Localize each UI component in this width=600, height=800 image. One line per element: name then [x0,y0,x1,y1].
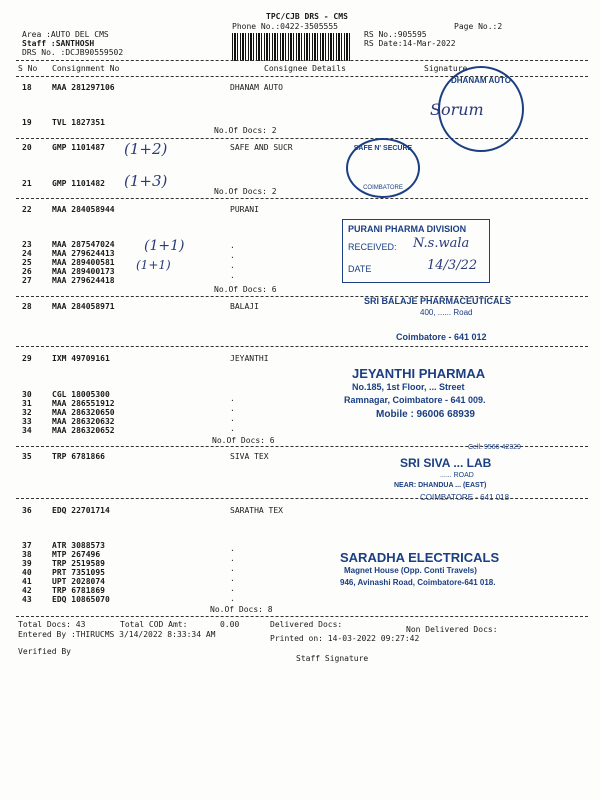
stamp-text: 400, ...... Road [420,308,473,317]
row-consignment: IXM 49709161 [52,354,110,363]
row-sno: 36 [22,506,32,515]
row-consignment: MAA 279624413 [52,249,115,258]
staff-signature: Staff Signature [296,654,369,663]
col-sno: S No [18,64,38,73]
document-title: TPC/CJB DRS - CMS [266,12,348,21]
stamp-text: SAFE N' SECURE [353,145,413,152]
purani-received-stamp [342,219,490,283]
stamp-text: ...... ROAD [440,472,474,479]
row-consignee: SARATHA TEX [230,506,283,515]
row-sno: 25 [22,258,32,267]
row-consignment: MAA 287547024 [52,240,115,249]
row-consignee: SAFE AND SUCR [230,143,293,152]
row-consignment: TRP 6781869 [52,586,105,595]
divider [16,60,588,61]
doc-count: No.Of Docs: 8 [210,605,273,614]
row-sno: 35 [22,452,32,461]
row-sno: 21 [22,179,32,188]
row-consignment: MAA 284058944 [52,205,115,214]
row-consignment: EDQ 22701714 [52,506,110,515]
row-sno: 28 [22,302,32,311]
doc-count: No.Of Docs: 2 [214,126,277,135]
row-sno: 18 [22,83,32,92]
stamp-text: DATE [348,264,372,274]
row-sno: 26 [22,267,32,276]
row-sno: 42 [22,586,32,595]
row-consignment: GMP 1101487 [52,143,105,152]
col-consignee: Consignee Details [264,64,346,73]
row-consignee: DHANAM AUTO [230,83,283,92]
bullet: . [230,574,235,583]
stamp-text: SRI SIVA ... LAB [400,456,492,470]
handwritten-note: (1+3) [124,172,168,190]
stamp-text: Ramnagar, Coimbatore - 641 009. [344,395,486,405]
row-consignment: MAA 286551912 [52,399,115,408]
rs-date: RS Date:14-Mar-2022 [364,39,456,48]
row-consignment: GMP 1101482 [52,179,105,188]
printed-on: Printed on: 14-03-2022 09:27:42 [270,634,420,643]
row-sno: 30 [22,390,32,399]
total-cod-label: Total COD Amt: [120,620,188,629]
row-sno: 37 [22,541,32,550]
received-date: 14/3/22 [427,258,478,273]
row-consignment: MAA 289400581 [52,258,115,267]
divider [16,198,588,199]
row-consignment: TVL 1827351 [52,118,105,127]
stamp-text: No.185, 1st Floor, ... Street [352,382,465,392]
bullet: . [230,414,235,423]
row-consignment: UPT 2028074 [52,577,105,586]
row-consignment: EDQ 10865070 [52,595,110,604]
row-consignment: MAA 286320650 [52,408,115,417]
stamp-text: Mobile : 96006 68939 [376,409,475,420]
row-consignment: MAA 281297106 [52,83,115,92]
row-consignment: MAA 286320632 [52,417,115,426]
divider [16,346,588,347]
bullet: . [230,564,235,573]
stamp-text: SARADHA ELECTRICALS [340,550,500,565]
stamp-text: Magnet House (Opp. Conti Travels) [344,566,477,575]
row-consignment: MAA 286320652 [52,426,115,435]
staff-label: Staff :SANTHOSH [22,39,95,48]
handwritten-note: (1+2) [124,140,168,158]
row-sno: 24 [22,249,32,258]
row-sno: 29 [22,354,32,363]
row-consignment: ATR 3088573 [52,541,105,550]
bullet: . [230,251,235,260]
row-sno: 32 [22,408,32,417]
row-sno: 33 [22,417,32,426]
row-sno: 38 [22,550,32,559]
stamp-text: 946, Avinashi Road, Coimbatore-641 018. [340,578,496,587]
row-consignment: TRP 6781866 [52,452,105,461]
row-sno: 22 [22,205,32,214]
col-consignment: Consignment No [52,64,120,73]
row-consignment: TRP 2519589 [52,559,105,568]
stamp-text: DHANAM AUTO [451,76,511,85]
row-sno: 23 [22,240,32,249]
row-consignment: CGL 18005300 [52,390,110,399]
bullet: . [230,271,235,280]
row-sno: 31 [22,399,32,408]
phone-number: Phone No.:0422-3505555 [232,22,338,31]
stamp-text: RECEIVED: [348,242,397,252]
bullet: . [230,404,235,413]
bullet: . [230,241,235,250]
row-consignment: MAA 284058971 [52,302,115,311]
verified-by: Verified By [18,647,71,656]
bullet: . [230,261,235,270]
signature: Sorum [430,100,484,119]
row-consignee: SIVA TEX [230,452,269,461]
row-consignment: MTP 267496 [52,550,101,559]
bullet: . [230,424,235,433]
row-sno: 19 [22,118,32,127]
row-consignee: PURANI [230,205,259,214]
rs-number: RS No.:905595 [364,30,427,39]
row-sno: 27 [22,276,32,285]
doc-count: No.Of Docs: 6 [214,285,277,294]
stamp-text: JEYANTHI PHARMAA [352,366,486,381]
row-sno: 20 [22,143,32,152]
stamp-text: NEAR: DHANDUA ... (EAST) [394,482,487,489]
entered-by: Entered By :THIRUCMS 3/14/2022 8:33:34 AM [18,630,216,639]
received-signature: N.s.wala [413,236,470,251]
stamp-text: COIMBATORE - 641 018 [420,493,510,502]
bullet: . [230,554,235,563]
stamp-text: SRI BALAJE PHARMACEUTICALS [364,296,512,306]
drs-number: DRS No. :DCJB90559502 [22,48,124,57]
safe-secure-stamp [346,138,420,198]
bullet: . [230,584,235,593]
row-consignee: BALAJI [230,302,259,311]
doc-count: No.Of Docs: 6 [212,436,275,445]
delivered-docs: Delivered Docs: [270,620,343,629]
handwritten-note: (1+1) [136,258,171,272]
divider [16,616,588,617]
doc-count: No.Of Docs: 2 [214,187,277,196]
row-consignment: MAA 289400173 [52,267,115,276]
row-sno: 40 [22,568,32,577]
stamp-text: COIMBATORE [363,185,403,191]
bullet: . [230,544,235,553]
bullet: . [230,594,235,603]
stamp-text: Coimbatore - 641 012 [396,332,487,342]
total-docs: Total Docs: 43 [18,620,86,629]
row-consignment: PRT 7351095 [52,568,105,577]
row-sno: 41 [22,577,32,586]
handwritten-note: (1+1) [144,238,185,254]
stamp-text: Cell: 9566 42329 [468,444,521,451]
stamp-text: PURANI PHARMA DIVISION [348,224,467,234]
row-sno: 43 [22,595,32,604]
drs-barcode [232,33,350,61]
col-signature: Signature [424,64,468,73]
row-consignment: MAA 279624418 [52,276,115,285]
page-number: Page No.:2 [454,22,503,31]
row-sno: 39 [22,559,32,568]
row-sno: 34 [22,426,32,435]
bullet: . [230,394,235,403]
area-label: Area :AUTO DEL CMS [22,30,109,39]
total-cod-value: 0.00 [220,620,240,629]
row-consignee: JEYANTHI [230,354,269,363]
non-delivered-docs: Non Delivered Docs: [406,625,498,634]
